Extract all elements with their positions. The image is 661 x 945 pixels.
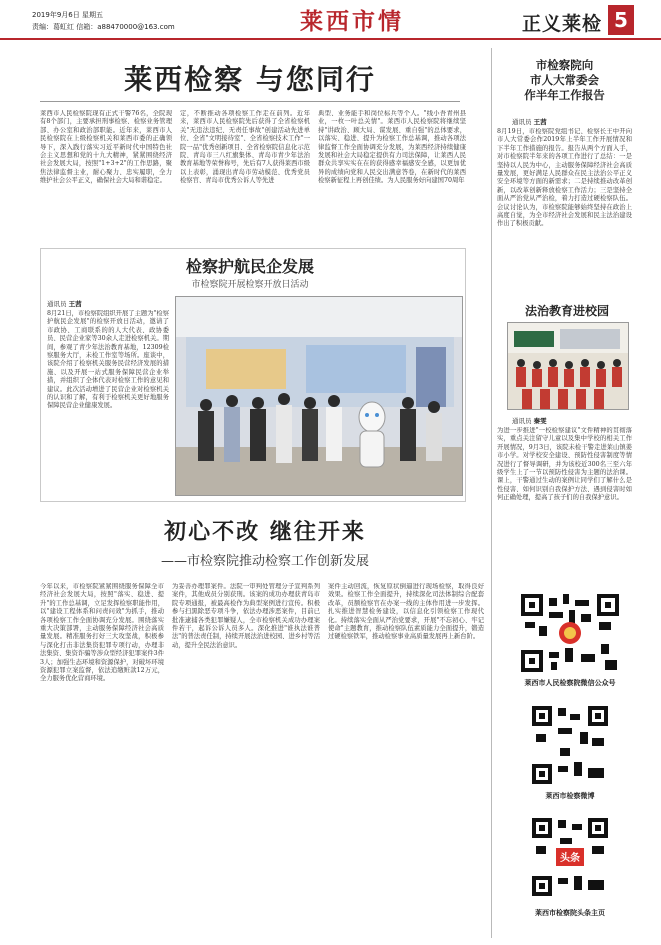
article3-byline — [512, 117, 547, 126]
article5-col2: 为妥善办理罪案件。法院一审判处管理分子宣判系列案件，其他成员分别获刑。该案的成功办理获青岛市院专项通报，被最高检作为典型案例进行宣传。积极参与扫黑除恶专项斗争，依法办理涉恶案件，目前已批准逮捕各类犯罪嫌疑人，全市检察机关成功办理案件若干，起诉公诉人员多人。深化推进"谁执法谁普法"的普法责任制，持续开展法治进校园、进乡村等活动，提升全民法治意识。 — [172, 583, 320, 649]
wechat-qr-caption: 莱西市人民检察院微信公众号 — [524, 679, 616, 687]
article4-body: 为进一步推进"一校检察建议"文件精神的贯彻落实，重点关注留守儿童以及集中学校的相关工作开展情况，9月3日，该院未检干警走进莱山镇姜市小学。对学校安全建设、预防性侵害制度等情况进行了督导调研，并为该校近300名三至六年级学生上了一节以预防性侵害为主题的法治课。课上，干警通过生动的案例让同学们了解什么是性侵害、如何识别自我保护方法、遇到侵害时如何正确处理，提高了孩子们的自我保护意识。 — [497, 427, 632, 502]
svg-text:头条: 头条 — [560, 853, 580, 864]
article1-col3: 典型、业务能手和岗位标兵等个人。"线小吾青州县业，一枚一叶总关情"。莱西市人民检察院将继续坚持"讲政治、顾大局、谋发展、重自强"的总体要求，以落实、稳进、提升为检察工作总基调，推动各项法律监督工作全面协调充分发展，为莱西经济持续健康发展和社会大局稳定提供有力司法保障，让莱西人民群众共享实实在在的获得感幸福感安全感，以更加优异的成绩向党和人民交出满意答卷，在新时代的莱西检察新征程上再创佳绩。为人民服务好向建国70周年 — [318, 110, 466, 185]
weibo-qr-code[interactable] — [530, 704, 610, 786]
article5-col1: 今年以来，市检察院紧紧围绕服务保障全市经济社会发展大局，按照"落实、稳进、提升"的工作总基调，立足发挥检察职能作用，以"建设工程体系和问责问效"为抓手，推动各项检察工作全面协调充分发展。围绕落实重大决策部署，主动服务保障经济社会高质量发展。精准服务打好三大攻坚战，积极参与深化打击非法集资犯罪专项行动，办理非法集资、集资诈骗等涉众型经济犯罪案件3件3人；加强生态环境和资源保护，对破坏环境资源犯罪立案监督，依法追缴赃款12万元，全力服务优化营商环境。 — [40, 583, 164, 683]
article2-subtitle: 市检察院开展检察开放日活动 — [191, 280, 309, 290]
open-day-photo — [175, 296, 463, 496]
article1-col1: 莱西市人民检察院现有正式干警76名，全院现有8个部门，主要承担刑事检察、检察业务管理部、办公室和政治部职能。近年来，莱西市人民检察院在上级检察机关和莱西市委的正确领导下，深入践行落实习近平新时代中国特色社会主义思想和党的十九大精神，紧紧围绕经济社会发展大局，按照"1+3+2"的工作思路，聚焦法律监督主业，耐心聚力、忠实履职，全力维护社会公平正义，确保社会大局和谐稳定。 — [40, 110, 172, 185]
masthead — [0, 0, 661, 40]
page-number: 5 — [608, 5, 634, 35]
article3-title — [497, 58, 632, 103]
weibo-qr-caption: 莱西市检察微博 — [545, 792, 595, 800]
headline-rule — [40, 101, 460, 102]
open-day-photo-art — [176, 297, 463, 496]
article5-title: 初心不改 继往开来 — [164, 519, 366, 545]
article2-body: 8月21日，市检察院组织开展了主题为"检察护航民企发展"的检察开放日活动，邀请了市政协、工商联系的的人大代表、政协委员、民营企业家等30余人走进检察机关。期间，参观了青少年法治教育基地，12309检察服务大厅，未检工作室等场所。座谈中，该院介绍了检察机关服务民营经济发展的措施、以及开展一站式服务保障民营企业举措，并组织了全体代表对检察工作的意见和建议。此次活动增进了民营企业对检察机关的认识和了解，有利于检察机关更好地服务保障民营企业健康发展。 — [47, 310, 169, 410]
article1-col2: 定，不断推动各项检察工作走在前列。近年来，莱西市人民检察院先后获得了全省检察机关"无违法违纪、无责任事故"创建活动先进单位、全省"文明接待室"、全省检察技术工作"一院一品"优秀创新项目、全省检察院信息化示范院、青岛市三八红旗集体、青岛市青少年法治教育基地等荣誉称号，先后有7人获得莱西市级以上表彰，涌现出青岛市劳动模范、优秀党员检察官、青岛市优秀公诉人等先进 — [180, 110, 310, 185]
paper-name: 莱西市情 — [300, 8, 404, 35]
toutiao-qr-caption: 莱西市检察院头条主页 — [535, 909, 605, 917]
byline-name: 王茜 — [533, 118, 547, 126]
article4-byline — [512, 416, 547, 425]
issue-date: 2019年9月6日 星期五 — [32, 11, 103, 19]
article2-title: 检察护航民企发展 — [185, 257, 314, 276]
school-class-photo-art — [508, 323, 629, 410]
article3-body: 8月19日，市检察院党组书记、检察长王中开向市人大常委会作2019年上半年工作开展情况和下半年工作措施的报告。报告从两个方面入手，对市检察院半年来的各项工作进行了总结：一是坚持以人民为中心，主动服务保障经济社会高质量发展，更好满足人民群众在民主法治公平正义安全环境等方面的新需求；二是持续推动改革创新，以改革创新释放检察工作活力；三是坚持全面从严治党从严治检，着力打造过硬检察队伍。会议讨论认为，市检察院能够始终坚持在政治上高度自觉，为全市经济社会发展和民主法治建设作出了积极贡献。 — [497, 128, 632, 228]
article3-title-line3: 作半年工作报告 — [524, 88, 605, 102]
qr-code-icon — [530, 704, 610, 786]
byline-name: 王茜 — [68, 300, 82, 308]
school-class-photo — [507, 322, 629, 410]
wechat-qr-code[interactable] — [519, 592, 621, 674]
article4-title: 法治教育进校园 — [524, 304, 609, 318]
article5-subtitle: ——市检察院推动检察工作创新发展 — [160, 554, 369, 569]
qr-code-icon — [519, 592, 621, 674]
article3-title-line2: 市人大常委会 — [530, 73, 599, 87]
byline-label: 通讯员 — [47, 300, 67, 308]
byline-name: 秦雯 — [533, 417, 547, 425]
qr-code-icon — [530, 816, 610, 898]
section-title: 正义莱检 — [522, 13, 603, 35]
article5-col3: 案件主动回流，恢复原状倒逼进行现场检察，取得良好效果。检察工作全面提升，持续深化司法体制综合配套改革，员额检察官在办案一线的主体作用进一步发挥。扎实推进智慧检务建设，以信息化引领检察工作现代化。持续落实全面从严治党要求，开展"不忘初心、牢记使命"主题教育，推动检察队伍素质能力全面提升，锻造过硬检察铁军，推动检察事业高质量发展再上新台阶。 — [328, 583, 484, 641]
byline-label: 通讯员 — [512, 118, 532, 126]
column-divider — [491, 48, 492, 938]
toutiao-qr-code[interactable] — [530, 816, 610, 898]
editor-contact: 责编：葛虹红 信箱：a88470000@163.com — [32, 23, 175, 31]
byline-label: 通讯员 — [512, 417, 532, 425]
article3-title-line1: 市检察院向 — [535, 58, 594, 72]
article1-title: 莱西检察 与您同行 — [124, 63, 376, 96]
article2-byline — [47, 299, 82, 308]
